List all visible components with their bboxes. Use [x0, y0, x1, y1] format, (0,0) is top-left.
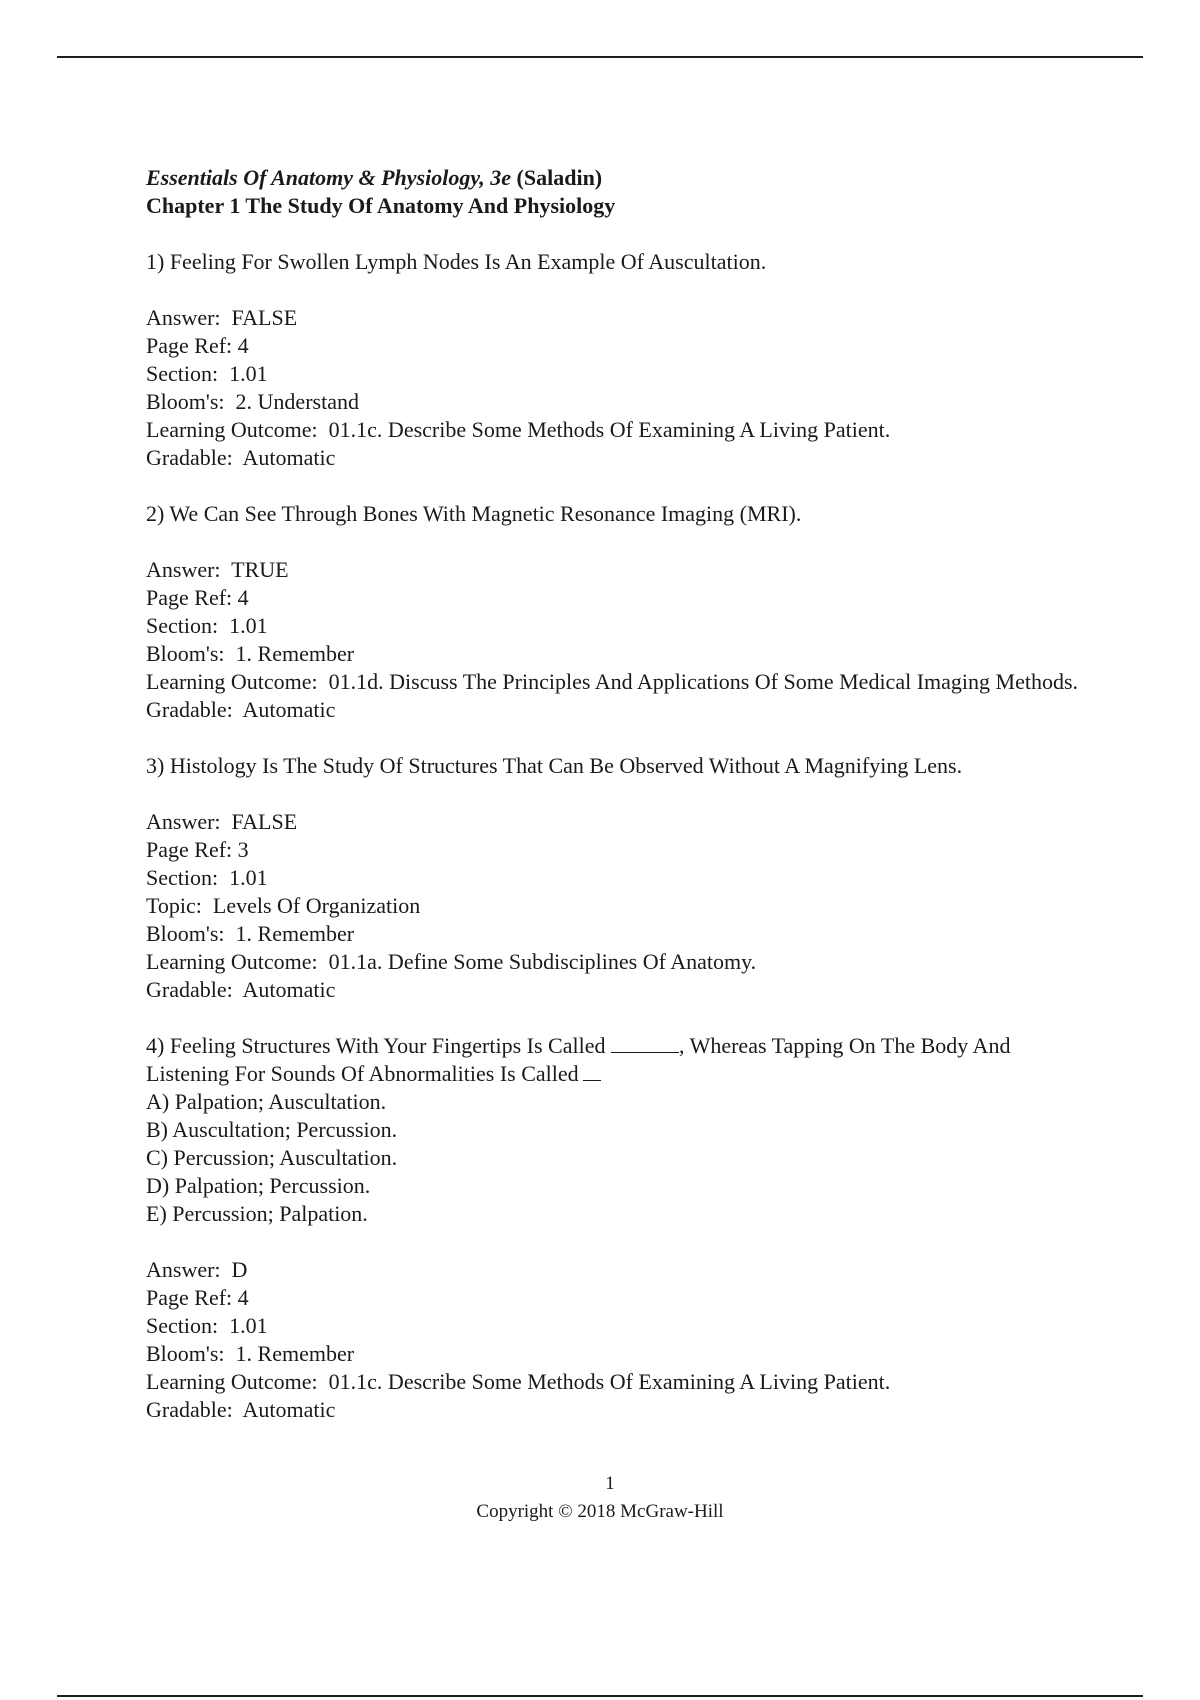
question-2: [146, 500, 1086, 724]
page-ref-line: Page Ref: 3: [146, 837, 249, 862]
question-meta: [146, 304, 1086, 472]
answer-blank: [611, 1032, 679, 1053]
document-page: [146, 164, 1086, 1452]
option-e: E) Percussion; Palpation.: [146, 1201, 368, 1226]
section-line: Section: 1.01: [146, 613, 268, 638]
question-meta: [146, 808, 1086, 1004]
option-c: C) Percussion; Auscultation.: [146, 1145, 398, 1170]
option-a: A) Palpation; Auscultation.: [146, 1089, 387, 1114]
page-ref-line: Page Ref: 4: [146, 585, 249, 610]
copyright-notice: Copyright © 2018 McGraw-Hill: [476, 1501, 724, 1522]
learning-outcome-line: Learning Outcome: 01.1a. Define Some Subdisciplines Of Anatomy.: [146, 949, 757, 974]
answer-line: Answer: FALSE: [146, 809, 298, 834]
section-line: Section: 1.01: [146, 1313, 268, 1338]
top-rule: [57, 56, 1143, 58]
answer-line: Answer: TRUE: [146, 557, 289, 582]
question-text: [146, 1032, 1086, 1088]
book-title-italic: Essentials Of Anatomy & Physiology, 3e: [146, 165, 512, 190]
page-ref-line: Page Ref: 4: [146, 333, 249, 358]
book-author: (Saladin): [516, 165, 603, 190]
learning-outcome-line: Learning Outcome: 01.1c. Describe Some Methods Of Examining A Living Patient.: [146, 1369, 891, 1394]
question-text: 3) Histology Is The Study Of Structures That Can Be Observed Without A Magnifying Lens.: [146, 753, 963, 778]
blooms-line: Bloom's: 1. Remember: [146, 1341, 355, 1366]
section-line: Section: 1.01: [146, 361, 268, 386]
blooms-line: Bloom's: 1. Remember: [146, 921, 355, 946]
section-line: Section: 1.01: [146, 865, 268, 890]
question-text: 1) Feeling For Swollen Lymph Nodes Is An Example Of Auscultation.: [146, 249, 767, 274]
page-footer: [0, 1470, 1200, 1526]
question-text-part2: , Whereas Tapping On The Body And Listening For Sounds Of Abnormalities Is Called: [146, 1033, 1011, 1086]
learning-outcome-line: Learning Outcome: 01.1d. Discuss The Principles And Applications Of Some Medical Imaging Methods.: [146, 669, 1079, 694]
answer-line: Answer: D: [146, 1257, 248, 1282]
question-meta: [146, 556, 1086, 724]
book-title: [146, 164, 1086, 192]
blooms-line: Bloom's: 2. Understand: [146, 389, 359, 414]
gradable-line: Gradable: Automatic: [146, 697, 336, 722]
answer-line: Answer: FALSE: [146, 305, 298, 330]
option-d: D) Palpation; Percussion.: [146, 1173, 371, 1198]
chapter-title: Chapter 1 The Study Of Anatomy And Physiology: [146, 193, 616, 218]
answer-blank: [583, 1060, 601, 1081]
gradable-line: Gradable: Automatic: [146, 977, 336, 1002]
topic-line: Topic: Levels Of Organization: [146, 893, 421, 918]
bottom-rule: [57, 1695, 1143, 1697]
question-1: [146, 248, 1086, 472]
gradable-line: Gradable: Automatic: [146, 1397, 336, 1422]
option-b: B) Auscultation; Percussion.: [146, 1117, 398, 1142]
question-3: [146, 752, 1086, 1004]
question-text-part1: 4) Feeling Structures With Your Fingertips Is Called: [146, 1033, 611, 1058]
page-number: 1: [605, 1473, 615, 1494]
learning-outcome-line: Learning Outcome: 01.1c. Describe Some Methods Of Examining A Living Patient.: [146, 417, 891, 442]
question-meta: [146, 1256, 1086, 1424]
answer-options: [146, 1088, 1086, 1228]
blooms-line: Bloom's: 1. Remember: [146, 641, 355, 666]
page-ref-line: Page Ref: 4: [146, 1285, 249, 1310]
question-4: [146, 1032, 1086, 1424]
question-text: 2) We Can See Through Bones With Magnetic Resonance Imaging (MRI).: [146, 501, 802, 526]
gradable-line: Gradable: Automatic: [146, 445, 336, 470]
